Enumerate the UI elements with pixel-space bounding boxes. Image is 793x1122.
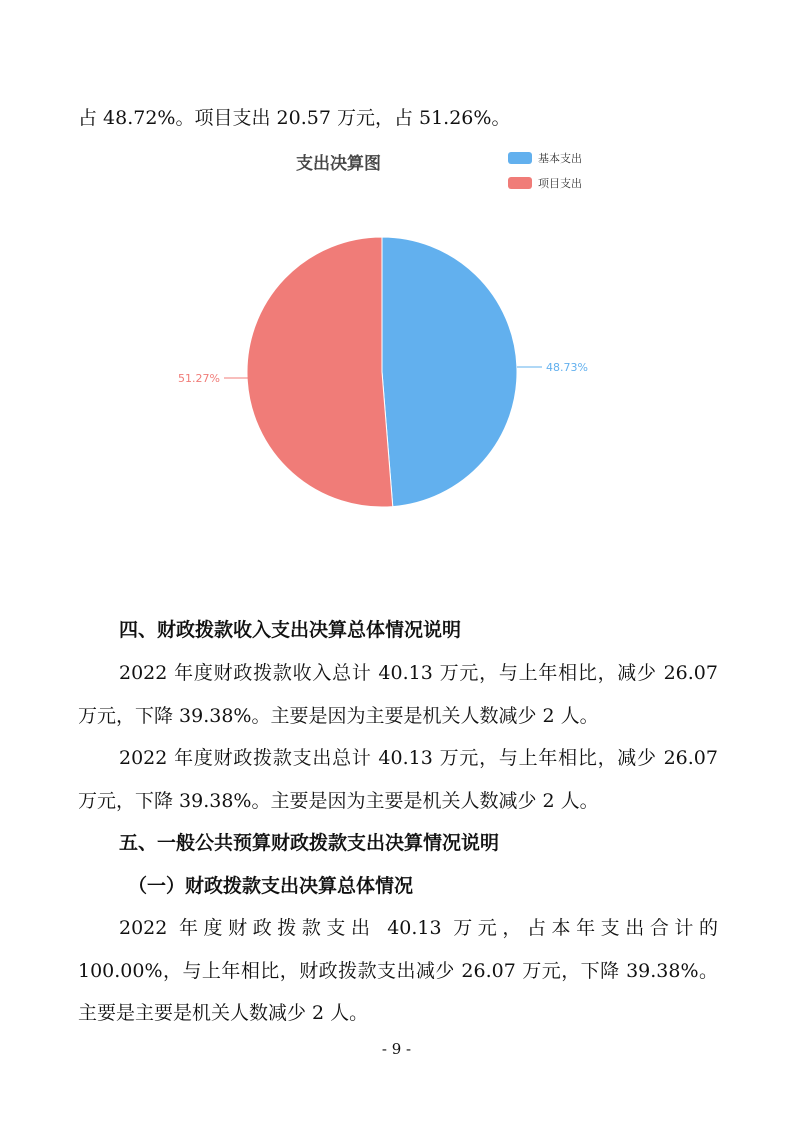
p2-line1: 2022 年度财政拨款支出总计 40.13 万元，与上年相比，减少 26.07: [119, 747, 718, 769]
p1-line1: 2022 年度财政拨款收入总计 40.13 万元，与上年相比，减少 26.07: [119, 662, 718, 684]
pie-label-project: 51.27%: [178, 372, 220, 385]
pie-slice-basic: [382, 237, 517, 507]
p1-line2: 万元，下降 39.38%。主要是因为主要是机关人数减少 2 人。: [78, 705, 599, 727]
chart-legend: [508, 151, 582, 190]
pie-label-basic: 48.73%: [546, 361, 588, 374]
sub1-heading: （一）财政拨款支出决算总体情况: [128, 875, 414, 897]
section4-heading: 四、财政拨款收入支出决算总体情况说明: [119, 619, 462, 641]
expenditure-pie-chart: [178, 138, 630, 528]
p3-line1: 2022 年度财政拨款支出 40.13 万元，占本年支出合计的: [119, 917, 718, 939]
legend-label-basic: 基本支出: [538, 152, 582, 165]
p3-line2: 100.00%，与上年相比，财政拨款支出减少 26.07 万元，下降 39.38%。: [78, 960, 718, 982]
page-number: - 9 -: [381, 1040, 412, 1058]
chart-title: 支出决算图: [296, 154, 381, 174]
text-line-top: 占 48.72%。项目支出 20.57 万元，占 51.26%。: [78, 107, 511, 129]
legend-label-project: 项目支出: [538, 177, 582, 190]
pie-slice-project: [247, 237, 393, 507]
legend-swatch-project: [508, 177, 532, 189]
p2-line2: 万元，下降 39.38%。主要是因为主要是机关人数减少 2 人。: [78, 790, 599, 812]
pie-slices: [247, 237, 517, 507]
p3-line3: 主要是主要是机关人数减少 2 人。: [78, 1002, 369, 1024]
section5-heading: 五、一般公共预算财政拨款支出决算情况说明: [119, 832, 500, 854]
legend-swatch-basic: [508, 152, 532, 164]
